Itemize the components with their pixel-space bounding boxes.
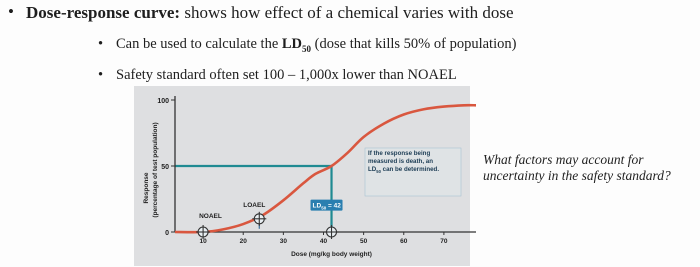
y-tick-label: 0	[165, 230, 169, 237]
note-line: measured is death, an	[368, 158, 433, 165]
bullet-dot: •	[98, 36, 104, 52]
heading-bold: Dose-response curve:	[26, 3, 181, 22]
x-tick-label: 40	[319, 238, 328, 245]
note-line: If the response being	[368, 150, 431, 157]
y-tick-label: 50	[161, 164, 169, 171]
bullet-ld50-post: (dose that kills 50% of population)	[311, 36, 517, 52]
question-text: What factors may account for uncertainty in the safety standard?	[483, 152, 671, 183]
y-axis-label-line2: (percentage of test population)	[152, 122, 159, 218]
x-tick-label: 30	[279, 238, 287, 245]
bullet-ld50-pre: Can be used to calculate the	[116, 36, 282, 52]
y-tick-label: 100	[157, 98, 169, 105]
x-tick-label: 10	[199, 238, 207, 245]
heading-rest: shows how effect of a chemical varies with dose	[180, 3, 514, 22]
x-axis-label: Dose (mg/kg body weight)	[291, 251, 372, 258]
y-axis-label-line1: Response	[143, 172, 150, 204]
bullet-safety-text: Safety standard often set 100 – 1,000x lower than NOAEL	[116, 67, 457, 83]
noael-label: NOAEL	[199, 213, 222, 220]
x-tick-label: 20	[239, 238, 247, 245]
x-tick-label: 50	[360, 238, 368, 245]
x-tick-label: 60	[400, 238, 408, 245]
ld50-tag-text: $LD_{50} = 42$	[312, 202, 341, 211]
loael-label: LOAEL	[243, 201, 266, 209]
ld-subscript: 50	[302, 43, 312, 54]
ld-text: LD	[281, 36, 303, 52]
heading-bullet: •	[8, 2, 14, 21]
note-line: $LD_{50}$ can be determined.	[368, 166, 440, 174]
x-tick-label: 70	[440, 238, 448, 245]
bullet-dot: •	[98, 67, 104, 83]
